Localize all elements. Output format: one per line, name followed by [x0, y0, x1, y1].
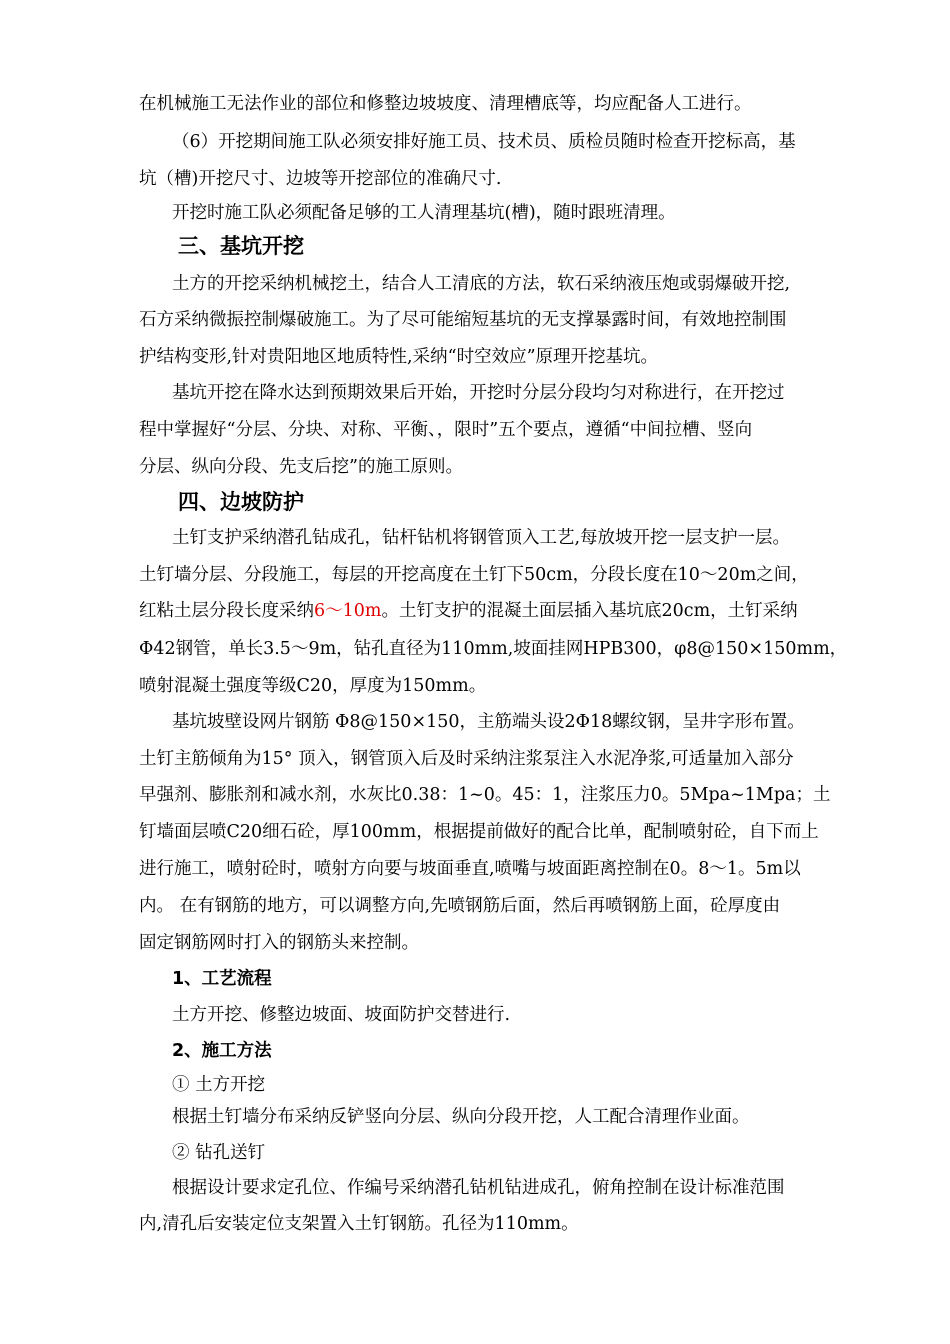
paragraph-line: 分层、纵向分段、先支后挖”的施工原则。 [139, 457, 463, 477]
text-run: 红粘土层分段长度采纳 [139, 601, 314, 621]
paragraph-line: 在机械施工无法作业的部位和修整边坡坡度、清理槽底等，均应配备人工进行。 [139, 94, 752, 114]
paragraph-line: 土钉支护采纳潜孔钻成孔，钻杆钻机将钢管顶入工艺,每放坡开挖一层支护一层。 [172, 528, 791, 548]
paragraph-line [139, 600, 950, 622]
section-heading: 四、边坡防护 [178, 490, 304, 514]
paragraph-line: 早强剂、膨胀剂和减水剂，水灰比0.38：1~0。45：1，注浆压力0。5Mpa~1Mpa；土 [139, 785, 831, 805]
paragraph-line: 喷射混凝土强度等级C20，厚度为150mm。 [139, 676, 487, 696]
highlighted-text: 6～10m [314, 601, 382, 621]
paragraph-line: （6）开挖期间施工队必须安排好施工员、技术员、质检员随时检查开挖标高，基 [172, 132, 796, 152]
subsection-heading: 2、施工方法 [172, 1041, 272, 1061]
paragraph-line: 土钉主筋倾角为15° 顶入，钢管顶入后及时采纳注浆泵注入水泥净浆,可适量加入部分 [139, 749, 794, 769]
subsection-heading: 1、工艺流程 [172, 969, 272, 989]
paragraph-line: 钉墙面层喷C20细石砼，厚100mm，根据提前做好的配合比单，配制喷射砼，自下而上 [139, 822, 819, 842]
paragraph-line: 基坑开挖在降水达到预期效果后开始，开挖时分层分段均匀对称进行，在开挖过 [172, 383, 785, 403]
paragraph-line: 基坑坡壁设网片钢筋 Φ8@150×150，主筋端头设2Φ18螺纹钢，呈井字形布置。 [172, 712, 805, 732]
paragraph-line: 坑（槽)开挖尺寸、边坡等开挖部位的准确尺寸. [139, 169, 502, 189]
paragraph-line: 护结构变形,针对贵阳地区地质特性,采纳“时空效应”原理开挖基坑。 [139, 347, 659, 367]
paragraph-line: 进行施工，喷射砼时，喷射方向要与坡面垂直,喷嘴与坡面距离控制在0。8～1。5m以 [139, 859, 801, 879]
paragraph-line: 根据设计要求定孔位、作编号采纳潜孔钻机钻进成孔，俯角控制在设计标准范围 [172, 1178, 785, 1198]
paragraph-line: 土方的开挖采纳机械挖土，结合人工清底的方法，软石采纳液压炮或弱爆破开挖, [172, 274, 791, 294]
paragraph-line: 程中掌握好“分层、分块、对称、平衡、，限时”五个要点，遵循“中间拉槽、竖向 [139, 420, 753, 440]
paragraph-line: 内。 在有钢筋的地方，可以调整方向,先喷钢筋后面，然后再喷钢筋上面，砼厚度由 [139, 896, 781, 916]
paragraph-line: 开挖时施工队必须配备足够的工人清理基坑(槽)，随时跟班清理。 [172, 203, 676, 223]
paragraph-line: 土方开挖、修整边坡面、坡面防护交替进行. [172, 1005, 511, 1025]
paragraph-line: ① 土方开挖 [172, 1075, 266, 1095]
paragraph-line: 内,清孔后安装定位支架置入土钉钢筋。孔径为110mm。 [139, 1214, 579, 1234]
paragraph-line: 固定钢筋网时打入的钢筋头来控制。 [139, 933, 419, 953]
paragraph-line: 石方采纳微振控制爆破施工。为了尽可能缩短基坑的无支撑暴露时间，有效地控制围 [139, 310, 787, 330]
paragraph-line: ② 钻孔送钉 [172, 1143, 266, 1163]
paragraph-line: Φ42钢管，单长3.5～9m，钻孔直径为110mm,坡面挂网HPB300，φ8@150×150mm， [139, 639, 848, 659]
section-heading: 三、基坑开挖 [178, 234, 304, 258]
paragraph-line: 根据土钉墙分布采纳反铲竖向分层、纵向分段开挖，人工配合清理作业面。 [172, 1107, 750, 1127]
text-run: 。土钉支护的混凝土面层插入基坑底20cm，土钉采纳 [381, 601, 798, 621]
paragraph-line: 土钉墙分层、分段施工，每层的开挖高度在土钉下50cm，分段长度在10～20m之间， [139, 565, 809, 585]
